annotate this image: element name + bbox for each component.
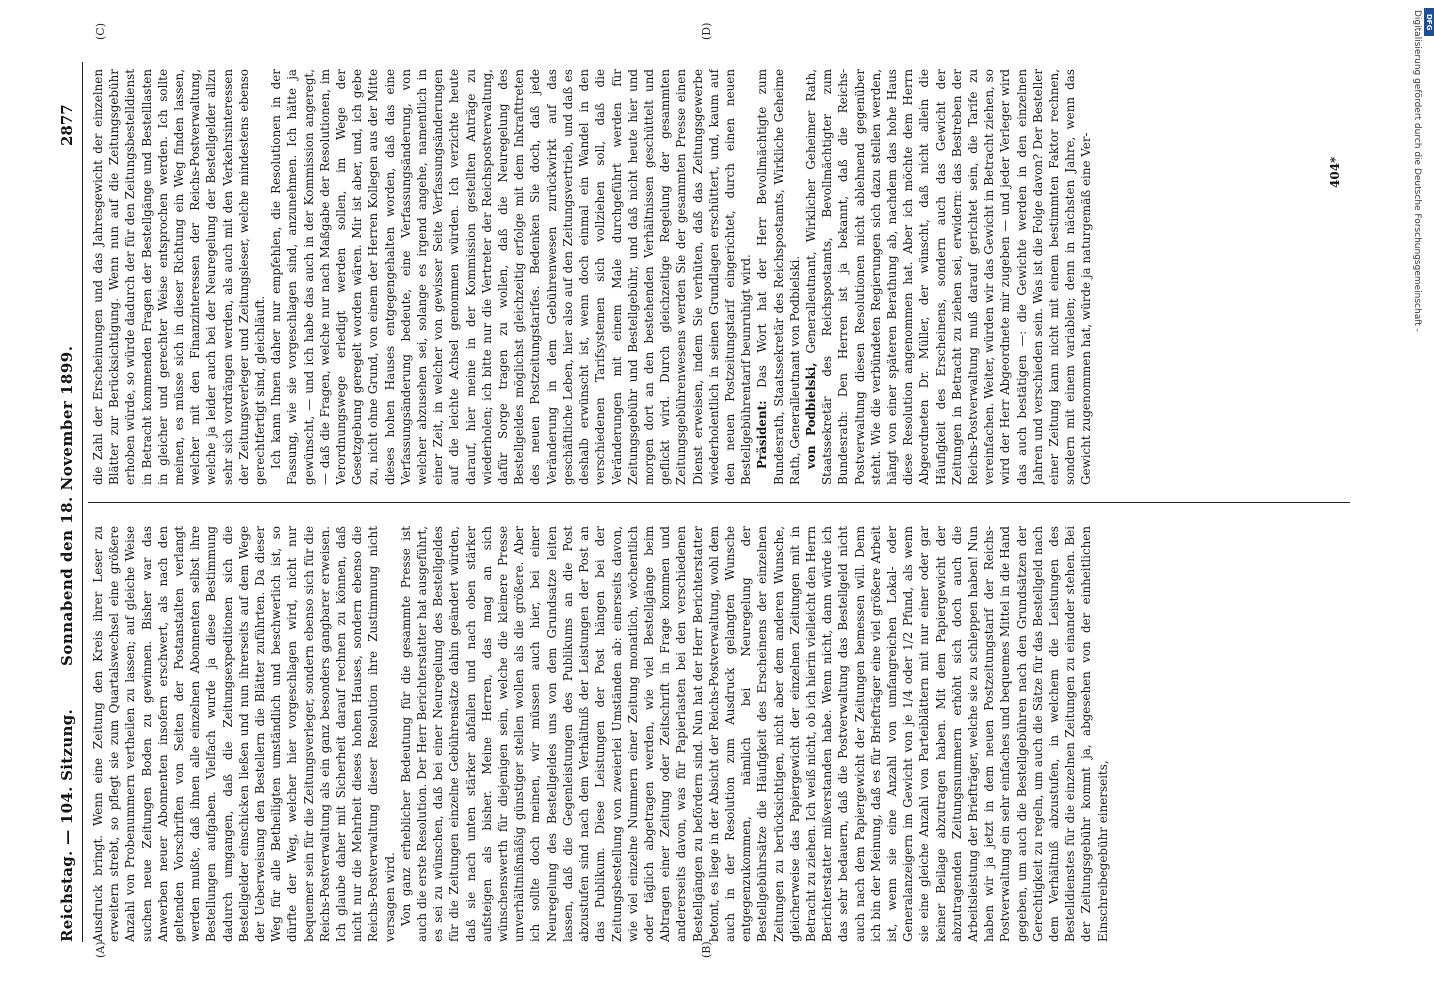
paragraph-podbielski: von Podbielski, Generalleutnant, Wirklicher Geheimer Rath, Staatssekretär des Reichspostamts, Bevollmächtigter zum Bundesrath: Den Herren ist ja bekannt, daß die Reichs-Postverwaltung diesen Resolutionen nicht ablehnend gegenüber steht. Wie die verbündeten Regierungen sich dazu stellen werden, hängt von einer späteren Berathung ab, nachdem das hohe Haus diese Resolution angenommen hat. Aber ich möchte dem Herrn Abgeordneten Dr. Müller, der wünscht, daß nicht allein die Häufigkeit des Erscheinens, sondern auch das Gewicht der Zeitungen in Betracht zu ziehen sei, erwidern: das Bestreben der Reichs-Postverwaltung muß darauf gerichtet sein, die Tarife zu vereinfachen. Weiter, würden wir das Gewicht in Betracht ziehen, so wird der Herr Abgeordnete mir zugeben — und jeder Verleger wird das auch bestätigen —: die Gewichte werden in den einzelnen Jahren und verschieden sein. Was ist die Folge davon? Der Besteller einer Zeitung kann nicht mit einem bestimmten Faktor rechnen, sondern mit einem variablen; denn in nächsten Jahre, wenn das Gewicht zugenommen hat, würde ja naturgemäß eine Ver- xyxy=(803,69,1094,485)
digitization-credit: Digitalisierung gefördert durch die Deutsche Forschungsgemeinschaft - xyxy=(1412,10,1422,332)
right-column xyxy=(90,69,1350,485)
paragraph: Ich kann Ihnen daher nur empfehlen, die Resolutionen in der Fassung, wie sie vorgeschlagen sind, anzunehmen. Ich hätte ja gewünscht, — und ich habe das auch in der Kommission angeregt, — daß die Fragen, welche nur nach Maßgabe der Resolutionen, im Verordnungswege erledigt werden sollen, im Wege der Gesetzgebung geregelt worden wären. Mir ist aber, und, ich gebe zu, nicht ohne Grund, von einem der Herren Kollegen aus der Mitte dieses hohen Hauses entgegengehalten worden, daß das eine Verfassungsänderung bedeute, eine Verfassungsänderung, von welcher abzusehen sei, solange es irgend angehe, namentlich in einer Zeit, in welcher von gewisser Seite Verfassungsänderungen auf die leichte Achsel genommen würden. Ich verzichte heute darauf, hier meine in der Kommission gestellten Anträge zu wiederholen; ich bitte nur die Vertreter der Reichspostverwaltung, dafür Sorge tragen zu wollen, daß die Neuregelung des Bestellgeldes möglichst gleichzeitig erfolge mit dem Inkrafttreten des neuen Postzeitungstarifes. Bedenken Sie doch, daß jede Veränderung in dem Gebührenwesen zurückwirkt auf das geschäftliche Leben, hier also auf den Zeitungsvertrieb, und daß es deshalb erwünscht ist, wenn doch einmal ein Wandel in den verschiedenen Tarifsystemen sich vollziehen soll, daß die Veränderungen mit einem Male durchgeführt werden für Zeitungsgebühr und Bestellgebühr, und daß nicht heute hier und morgen dort an den bestehenden Verhältnissen geschüttelt und geflickt wird. Durch gleichzeitige Regelung der gesammten Zeitungsgebührenwesens werden Sie der gesammten Presse einen Dienst erweisen, indem Sie verhüten, daß das Zeitungsgewerbe wiederholentlich in seinen Grundlagen erschüttert, und, kaum auf den neuen Postzeitungstarif eingerichtet, durch einen neuen Bestellgebührentarif beunruhigt wird. xyxy=(269,69,754,485)
speaker-name: von Podbielski, xyxy=(803,362,818,469)
running-header-session: Reichstag. — 104. Sitzung. xyxy=(58,708,76,942)
left-column xyxy=(90,526,1350,942)
margin-marker-a: (A) xyxy=(94,941,107,958)
margin-marker-d: (D) xyxy=(700,22,713,40)
paragraph: Von ganz erheblicher Bedeutung für die gesammte Presse ist auch die erste Resolution. Der Herr Berichterstatter hat ausgeführt, es sei zu wünschen, daß bei einer Neuregelung des Bestellgeldes für die Zeitungen einzelne Gebührensätze dahin geändert würden, daß sie nach unten stärker abfallen und nach oben stärker aufsteigen als bisher. Meine Herren, das mag an sich wünschenswerth für diejenigen sein, welche die kleinere Presse unverhältnißmäßig günstiger stellen wollen als die größere. Aber ich sollte doch meinen, wir müssen auch hier, bei einer Neuregelung des Bestellgeldes uns von dem Grundsatze leiten lassen, daß die Gegenleistungen des Publikums an die Post abzustufen sind nach dem Verhältniß der Leistungen der Post an das Publikum. Diese Leistungen der Post hängen bei der Zeitungsbestellung von zweierlei Umständen ab: einerseits davon, wie viel einzelne Nummern einer Zeitung monatlich, wöchentlich oder täglich abgetragen werden, wie viel Bestellgänge beim Abtragen einer Zeitung oder Zeitschrift in Frage kommen und andererseits davon, was für Papierlasten bei den verschiedenen Bestellgängen zu befördern sind. Nun hat der Herr Berichterstatter betont, es liege in der Absicht der Reichs-Postverwaltung, wohl dem auch in der Resolution zum Ausdruck gelangten Wunsche entgegenzukommen, nämlich bei Neuregelung der Bestellgebührsätze die Häufigkeit des Erscheinens der einzelnen Zeitungen zu berücksichtigen, nicht aber dem anderen Wunsche, gleicherweise das Papiergewicht der einzelnen Zeitungen mit in Betracht zu ziehen. Ich weiß nicht, ob ich hierin vielleicht den Herrn Berichterstatter mißverstanden habe. Wenn nicht, dann würde ich das sehr bedauern, daß die Postverwaltung das Bestellgeld nicht auch nach dem Papiergewicht der Zeitungen bemessen will. Denn ich bin der Meinung, daß es für Briefträger eine viel größere Arbeit ist, wenn sie eine Anzahl von umfangreichen Lokal- oder Generalanzeigern im Gewicht von je 1/4 oder 1/2 Pfund, als wenn sie eine gleiche Anzahl von Parteiblättern mit nur einer oder gar keiner Beilage abzutragen haben. Mit dem Papiergewicht der abzutragenden Zeitungsnummern erhöht sich doch auch die Arbeitsleistung der Briefträger, welche sie zu schleppen haben! Nun haben wir ja jetzt in dem neuen Postzeitungstarif der Reichs-Postverwaltung ein sehr einfaches und bequemes Mittel in die Hand gegeben, um auch die Bestellgebühren nach den Grundsätzen der Gerechtigkeit zu regeln, um auch die Sätze für das Bestellgeld nach dem Verhältniß abzustufen, in welchem die Leistungen des Bestelldienstes für die einzelnen Zeitungen zu einander stehen. Bei der Zeitungsgebühr kommt ja, abgesehen von der einheitlichen Einschreibegebühr einerseits, xyxy=(398,526,1110,942)
dfg-logo: DFG xyxy=(1424,8,1434,36)
margin-marker-b: (B) xyxy=(700,941,713,958)
paragraph: die Zahl der Erscheinungen und das Jahresgewicht der einzelnen Blätter zur Berücksichtigung. Wenn nun auf die Zeitungsgebühr erhoben würde, so würde dadurch der für den Zeitungsbestelldienst in Betracht kommenden Fragen der Bestellgänge und Bestelllasten in gleicher und gerechter Weise entsprochen werden. Ich sollte meinen, es müsse sich in dieser Richtung ein Weg finden lassen, welcher mit den Finanzinteressen der Reichs-Postverwaltung, welche ja leider auch bei der Neuregelung der Bestellgelder allzu sehr sich vordrängen werden, als auch mit den Verkehrsinteressen der Zeitungsverleger und Zeitungsleser, welche mindestens ebenso gerechtfertigt sind, gleichläuft. xyxy=(91,69,268,485)
column-rule xyxy=(88,502,1350,503)
sheet-signature: 404* xyxy=(1328,156,1342,188)
header-rule xyxy=(82,62,83,942)
margin-marker-c: (C) xyxy=(94,23,107,40)
page-number: 2877 xyxy=(58,104,76,146)
paragraph: Ausdruck bringt. Wenn eine Zeitung den Kreis ihrer Leser zu erweitern strebt, so pflegt sie zum Quartalswechsel eine größere Anzahl von Probenummern vertheilen zu lassen; auf gleiche Weise suchen neue Zeitungen Boden zu gewinnen. Bisher war das Anwerben neuer Abonnenten insofern erschwert, als nach den geltenden Vorschriften von Seiten der Postanstalten verlangt werden mußte, daß ihnen alle einzelnen Abonnenten selbst ihre Bestellungen aufgaben. Vielfach wurde ja diese Bestimmung dadurch umgangen, daß die Zeitungsexpeditionen sich die Bestellgelder einschicken ließen und nun ihrerseits auf dem Wege der Ueberweisung den Bestellern die Blätter zuführten. Da dieser Weg für alle Betheiligten umständlich und beschwerlich ist, so dürfte der Weg, welcher hier vorgeschlagen wird, nicht nur bequemer sein für die Zeitungsverleger, sondern ebenso sich für die Reichs-Postverwaltung als ein ganz besonders gangbarer erweisen. Ich glaube daher mit Sicherheit darauf rechnen zu können, daß nicht nur die Mehrheit dieses hohen Hauses, sondern ebenso die Reichs-Postverwaltung dieser Resolution ihre Zustimmung nicht versagen wird. xyxy=(91,526,397,942)
speaker-name: Präsident: xyxy=(755,400,770,469)
running-header-date: Sonnabend den 18. November 1899. xyxy=(58,345,76,666)
paragraph-president: Präsident: Das Wort hat der Herr Bevollmächtigte zum Bundesrath, Staatssekretär des Reichspostamts, Wirkliche Geheime Rath, Generalleutnant von Podbielski. xyxy=(755,69,802,485)
